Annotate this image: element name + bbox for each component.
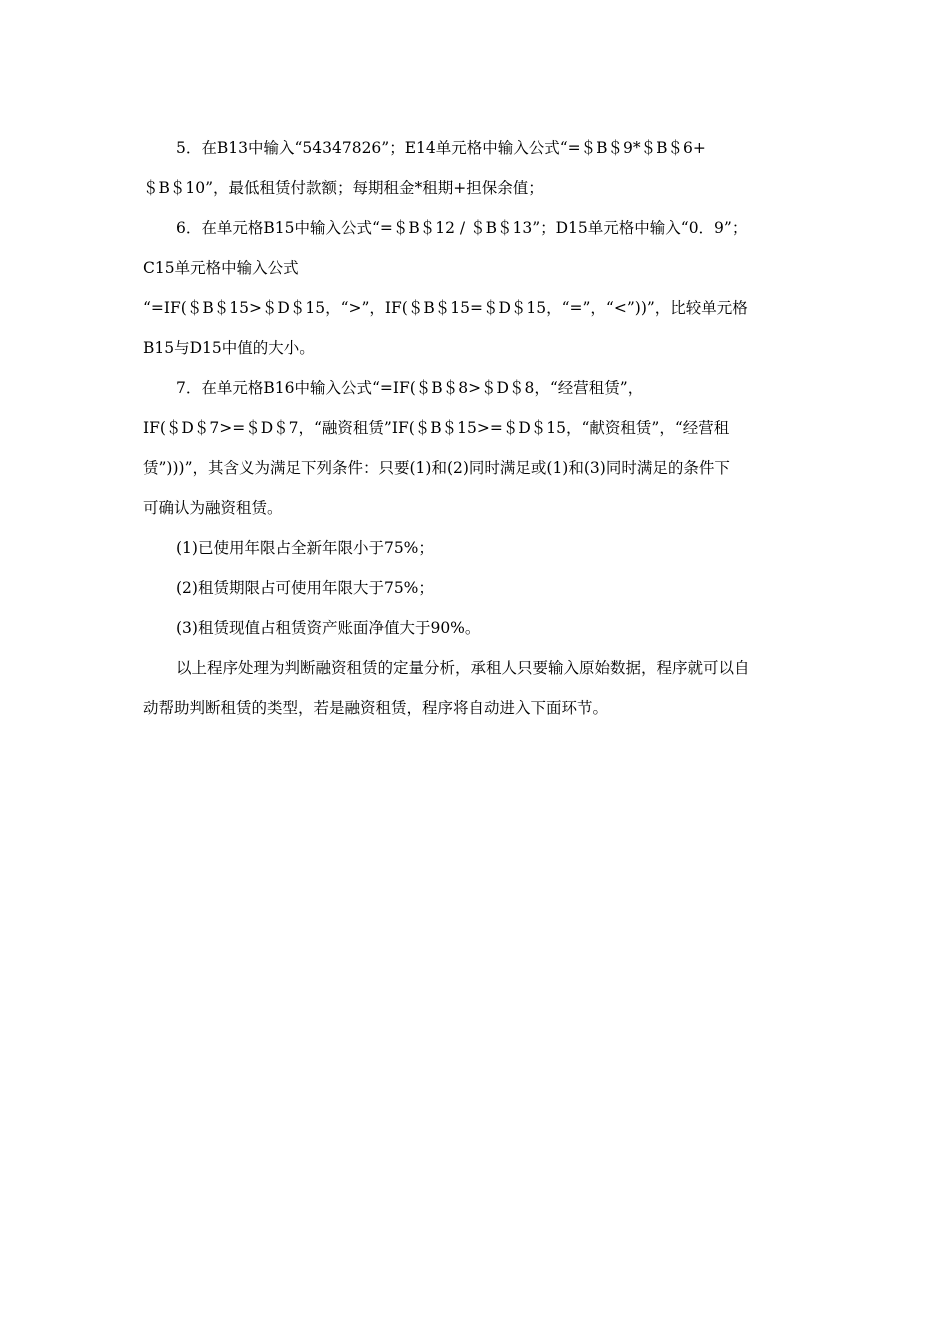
text-line: 7．在单元格B16中输入公式“=IF(＄B＄8>＄D＄8，“经营租赁”， <box>176 379 644 397</box>
text-line: 可确认为融资租赁。 <box>143 499 283 517</box>
text-line: 以上程序处理为判断融资租赁的定量分析，承租人只要输入原始数据，程序就可以自 <box>176 659 750 677</box>
text-line: C15单元格中输入公式 <box>143 259 299 277</box>
text-line: (1)已使用年限占全新年限小于75%； <box>176 539 434 557</box>
text-line: 赁”)))”，其含义为满足下列条件：只要(1)和(2)同时满足或(1)和(3)同时满足的条件下 <box>143 459 730 477</box>
text-line: B15与D15中值的大小。 <box>143 339 315 357</box>
text-line: (2)租赁期限占可使用年限大于75%； <box>176 579 434 597</box>
text-line: ＄B＄10”，最低租赁付款额；每期租金*租期+担保余值； <box>143 179 544 197</box>
text-line: 6．在单元格B15中输入公式“=＄B＄12 / ＄B＄13”；D15单元格中输入“0．9”； <box>176 219 748 237</box>
text-line: IF(＄D＄7>=＄D＄7，“融资租赁”IF(＄B＄15>=＄D＄15，“献资租赁”，“经营租 <box>143 419 730 437</box>
text-line: (3)租赁现值占租赁资产账面净值大于90%。 <box>176 619 481 637</box>
text-line: 5．在B13中输入“54347826”；E14单元格中输入公式“=＄B＄9*＄B＄6+ <box>176 139 706 157</box>
document-body <box>143 128 808 728</box>
text-line: “=IF(＄B＄15>＄D＄15，“>”，IF(＄B＄15=＄D＄15，“=”，“<”))”，比较单元格 <box>143 299 748 317</box>
text-line: 动帮助判断租赁的类型，若是融资租赁，程序将自动进入下面环节。 <box>143 699 609 717</box>
